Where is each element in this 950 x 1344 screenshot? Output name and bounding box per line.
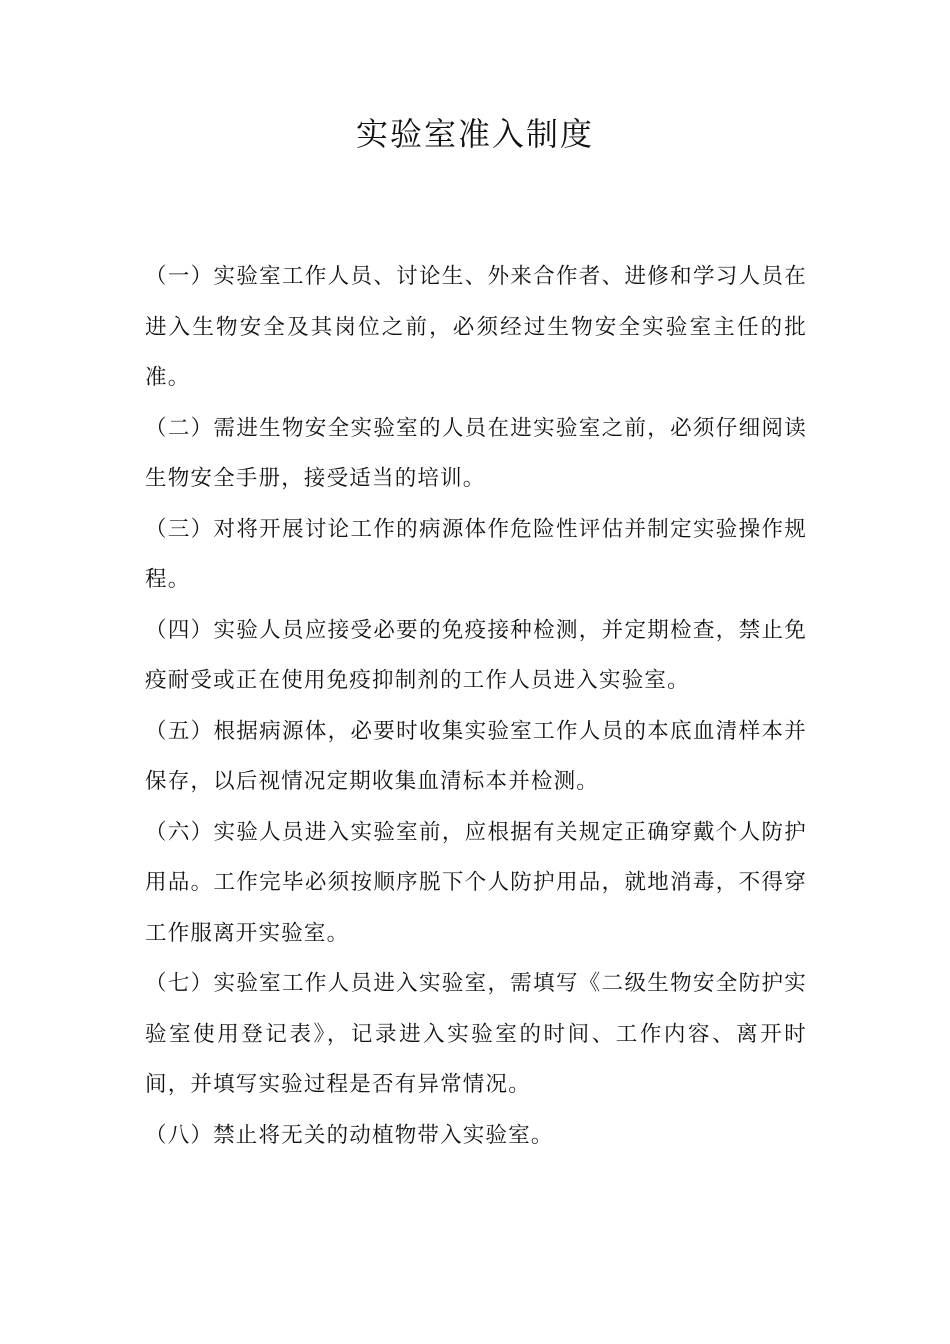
paragraph-6: （六）实验人员进入实验室前，应根据有关规定正确穿戴个人防护用品。工作完毕必须按顺序脱下个人防护用品，就地消毒，不得穿工作服离开实验室。: [145, 819, 807, 946]
paragraph-8: （八）禁止将无关的动植物带入实验室。: [145, 1122, 554, 1148]
document-body: [145, 252, 807, 1161]
paragraph-2: （二）需进生物安全实验室的人员在进实验室之前，必须仔细阅读生物安全手册，接受适当的培训。: [145, 415, 807, 491]
paragraph-4: （四）实验人员应接受必要的免疫接种检测，并定期检查，禁止免疫耐受或正在使用免疫抑制剂的工作人员进入实验室。: [145, 617, 807, 693]
paragraph-7: （七）实验室工作人员进入实验室，需填写《二级生物安全防护实验室使用登记表》，记录进入实验室的时间、工作内容、离开时间，并填写实验过程是否有异常情况。: [145, 971, 807, 1097]
document-title: 实验室准入制度: [355, 115, 594, 153]
paragraph-5: （五）根据病源体，必要时收集实验室工作人员的本底血清样本并保存，以后视情况定期收集血清标本并检测。: [145, 718, 807, 794]
paragraph-3: （三）对将开展讨论工作的病源体作危险性评估并制定实验操作规程。: [145, 516, 807, 592]
paragraph-1: （一）实验室工作人员、讨论生、外来合作者、进修和学习人员在进入生物安全及其岗位之前，必须经过生物安全实验室主任的批准。: [145, 264, 807, 390]
